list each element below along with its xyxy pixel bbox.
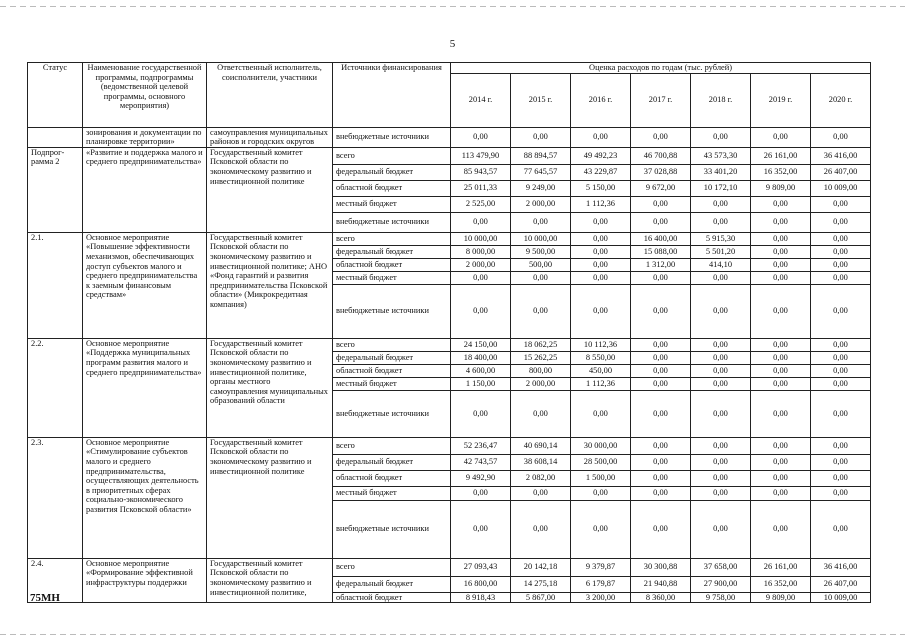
value-cell: 0,00 [631, 454, 691, 470]
value-cell: 1 112,36 [571, 377, 631, 390]
value-cell: 0,00 [571, 500, 631, 558]
name-cell: зонирования и документации по планировке территории» [83, 127, 207, 147]
value-cell: 30 300,88 [631, 558, 691, 576]
value-cell: 0,00 [811, 470, 871, 486]
value-cell: 0,00 [811, 338, 871, 351]
value-cell: 113 479,90 [451, 147, 511, 164]
value-cell: 2 000,00 [511, 196, 571, 212]
source-cell: федеральный бюджет [333, 576, 451, 592]
value-cell: 0,00 [811, 127, 871, 147]
table-header [28, 63, 871, 128]
value-cell: 40 690,14 [511, 437, 571, 454]
value-cell: 38 608,14 [511, 454, 571, 470]
value-cell: 1 312,00 [631, 258, 691, 271]
value-cell: 18 062,25 [511, 338, 571, 351]
value-cell: 0,00 [451, 500, 511, 558]
value-cell: 0,00 [631, 196, 691, 212]
value-cell: 10 000,00 [511, 232, 571, 245]
value-cell: 0,00 [691, 486, 751, 500]
value-cell: 0,00 [691, 364, 751, 377]
source-cell: внебюджетные источники [333, 127, 451, 147]
value-cell: 9 809,00 [751, 180, 811, 196]
value-cell: 0,00 [631, 127, 691, 147]
source-cell: местный бюджет [333, 486, 451, 500]
value-cell: 9 500,00 [511, 245, 571, 258]
table-row [28, 558, 871, 576]
value-cell: 0,00 [511, 284, 571, 338]
value-cell: 0,00 [571, 258, 631, 271]
value-cell: 0,00 [571, 127, 631, 147]
source-cell: внебюджетные источники [333, 212, 451, 232]
value-cell: 0,00 [511, 390, 571, 437]
header-year: 2018 г. [691, 73, 751, 127]
value-cell: 16 352,00 [751, 164, 811, 180]
value-cell: 0,00 [751, 454, 811, 470]
value-cell: 0,00 [511, 500, 571, 558]
value-cell: 0,00 [451, 486, 511, 500]
value-cell: 0,00 [751, 470, 811, 486]
header-name: Наименование государственной программы, подпрограммы (ведомственной целевой программы, основного мероприятия) [83, 63, 207, 128]
name-cell: Основное мероприятие «Стимулирование субъектов малого и среднего предпринимательства, осуществляющих деятельность в приоритетных сферах социально-экономического развития Псковской области» [83, 437, 207, 558]
value-cell: 16 400,00 [631, 232, 691, 245]
value-cell: 0,00 [631, 470, 691, 486]
status-cell: 2.3. [28, 437, 83, 558]
value-cell: 0,00 [691, 437, 751, 454]
value-cell: 0,00 [751, 437, 811, 454]
value-cell: 0,00 [631, 212, 691, 232]
value-cell: 0,00 [691, 454, 751, 470]
value-cell: 10 009,00 [811, 180, 871, 196]
value-cell: 16 800,00 [451, 576, 511, 592]
source-cell: всего [333, 232, 451, 245]
value-cell: 37 028,88 [631, 164, 691, 180]
value-cell: 15 088,00 [631, 245, 691, 258]
executor-cell: Государственный комитет Псковской области по экономическому развитию и инвестиционной политике [207, 147, 333, 232]
value-cell: 0,00 [631, 338, 691, 351]
header-year: 2015 г. [511, 73, 571, 127]
value-cell: 46 700,88 [631, 147, 691, 164]
value-cell: 0,00 [571, 486, 631, 500]
table-row [28, 147, 871, 164]
value-cell: 2 082,00 [511, 470, 571, 486]
value-cell: 10 172,10 [691, 180, 751, 196]
value-cell: 9 379,87 [571, 558, 631, 576]
value-cell: 0,00 [811, 364, 871, 377]
value-cell: 0,00 [511, 212, 571, 232]
value-cell: 43 229,87 [571, 164, 631, 180]
value-cell: 20 142,18 [511, 558, 571, 576]
value-cell: 9 672,00 [631, 180, 691, 196]
value-cell: 37 658,00 [691, 558, 751, 576]
source-cell: областной бюджет [333, 364, 451, 377]
value-cell: 0,00 [691, 390, 751, 437]
value-cell: 0,00 [631, 284, 691, 338]
value-cell: 0,00 [751, 351, 811, 364]
value-cell: 85 943,57 [451, 164, 511, 180]
value-cell: 0,00 [751, 338, 811, 351]
source-cell: всего [333, 558, 451, 576]
value-cell: 36 416,00 [811, 558, 871, 576]
name-cell: Основное мероприятие «Поддержка муниципальных программ развития малого и среднего предпринимательства» [83, 338, 207, 437]
value-cell: 2 000,00 [451, 258, 511, 271]
value-cell: 77 645,57 [511, 164, 571, 180]
value-cell: 0,00 [571, 212, 631, 232]
value-cell: 0,00 [691, 377, 751, 390]
status-cell: 2.2. [28, 338, 83, 437]
table-row [28, 127, 871, 147]
source-cell: внебюджетные источники [333, 500, 451, 558]
value-cell: 5 501,20 [691, 245, 751, 258]
source-cell: федеральный бюджет [333, 351, 451, 364]
value-cell: 1 500,00 [571, 470, 631, 486]
value-cell: 9 758,00 [691, 592, 751, 603]
value-cell: 0,00 [691, 500, 751, 558]
value-cell: 24 150,00 [451, 338, 511, 351]
header-year: 2017 г. [631, 73, 691, 127]
header-year: 2020 г. [811, 73, 871, 127]
scan-artifact-bottom [0, 634, 905, 635]
value-cell: 0,00 [751, 196, 811, 212]
source-cell: внебюджетные источники [333, 284, 451, 338]
value-cell: 0,00 [511, 486, 571, 500]
value-cell: 6 179,87 [571, 576, 631, 592]
value-cell: 28 500,00 [571, 454, 631, 470]
value-cell: 0,00 [811, 212, 871, 232]
value-cell: 0,00 [751, 390, 811, 437]
value-cell: 0,00 [511, 271, 571, 284]
value-cell: 0,00 [571, 245, 631, 258]
value-cell: 0,00 [451, 284, 511, 338]
header-estimate: Оценка расходов по годам (тыс. рублей) [451, 63, 871, 74]
value-cell: 42 743,57 [451, 454, 511, 470]
value-cell: 0,00 [811, 437, 871, 454]
value-cell: 26 161,00 [751, 558, 811, 576]
value-cell: 88 894,57 [511, 147, 571, 164]
value-cell: 0,00 [691, 338, 751, 351]
value-cell: 8 918,43 [451, 592, 511, 603]
value-cell: 0,00 [811, 500, 871, 558]
page-number: 5 [449, 38, 456, 50]
value-cell: 9 249,00 [511, 180, 571, 196]
source-cell: местный бюджет [333, 196, 451, 212]
value-cell: 10 009,00 [811, 592, 871, 603]
value-cell: 0,00 [571, 390, 631, 437]
value-cell: 0,00 [751, 377, 811, 390]
value-cell: 8 360,00 [631, 592, 691, 603]
executor-cell: самоуправления муниципальных районов и городских округов [207, 127, 333, 147]
value-cell: 0,00 [811, 258, 871, 271]
source-cell: областной бюджет [333, 258, 451, 271]
value-cell: 0,00 [691, 470, 751, 486]
value-cell: 5 915,30 [691, 232, 751, 245]
value-cell: 0,00 [751, 127, 811, 147]
header-executor: Ответственный исполнитель, соисполнители, участники [207, 63, 333, 128]
value-cell: 0,00 [751, 232, 811, 245]
header-year: 2016 г. [571, 73, 631, 127]
source-cell: областной бюджет [333, 470, 451, 486]
source-cell: всего [333, 437, 451, 454]
executor-cell: Государственный комитет Псковской области по экономическому развитию и инвестиционной политике; АНО «Фонд гарантий и развития предпринимательства Псковской области» (Микрокредитная компания) [207, 232, 333, 338]
value-cell: 18 400,00 [451, 351, 511, 364]
name-cell: «Развитие и поддержка малого и среднего предпринимательства» [83, 147, 207, 232]
value-cell: 0,00 [751, 364, 811, 377]
value-cell: 800,00 [511, 364, 571, 377]
name-cell: Основное мероприятие «Формирование эффективной инфраструктуры поддержки [83, 558, 207, 603]
status-cell: 2.4. [28, 558, 83, 603]
value-cell: 0,00 [811, 284, 871, 338]
value-cell: 4 600,00 [451, 364, 511, 377]
source-cell: федеральный бюджет [333, 164, 451, 180]
value-cell: 0,00 [811, 271, 871, 284]
value-cell: 0,00 [691, 284, 751, 338]
value-cell: 0,00 [571, 271, 631, 284]
budget-table [27, 62, 871, 603]
value-cell: 0,00 [751, 258, 811, 271]
value-cell: 0,00 [691, 127, 751, 147]
value-cell: 26 161,00 [751, 147, 811, 164]
scan-artifact-top [0, 6, 905, 7]
value-cell: 9 809,00 [751, 592, 811, 603]
value-cell: 0,00 [631, 377, 691, 390]
status-cell: Подпрог-рамма 2 [28, 147, 83, 232]
value-cell: 0,00 [631, 351, 691, 364]
value-cell: 500,00 [511, 258, 571, 271]
source-cell: федеральный бюджет [333, 245, 451, 258]
source-cell: областной бюджет [333, 592, 451, 603]
header-year: 2014 г. [451, 73, 511, 127]
value-cell: 0,00 [811, 390, 871, 437]
value-cell: 2 000,00 [511, 377, 571, 390]
value-cell: 0,00 [571, 284, 631, 338]
value-cell: 0,00 [691, 212, 751, 232]
value-cell: 0,00 [691, 196, 751, 212]
value-cell: 0,00 [691, 351, 751, 364]
value-cell: 10 000,00 [451, 232, 511, 245]
value-cell: 27 093,43 [451, 558, 511, 576]
header-sources: Источники финансирования [333, 63, 451, 128]
value-cell: 8 550,00 [571, 351, 631, 364]
value-cell: 450,00 [571, 364, 631, 377]
footer-code: 75МН [30, 592, 60, 604]
value-cell: 49 492,23 [571, 147, 631, 164]
value-cell: 0,00 [811, 377, 871, 390]
value-cell: 9 492,90 [451, 470, 511, 486]
value-cell: 10 112,36 [571, 338, 631, 351]
source-cell: местный бюджет [333, 271, 451, 284]
value-cell: 1 150,00 [451, 377, 511, 390]
value-cell: 0,00 [811, 351, 871, 364]
value-cell: 43 573,30 [691, 147, 751, 164]
value-cell: 21 940,88 [631, 576, 691, 592]
value-cell: 2 525,00 [451, 196, 511, 212]
table-row [28, 338, 871, 351]
value-cell: 0,00 [451, 127, 511, 147]
value-cell: 16 352,00 [751, 576, 811, 592]
value-cell: 0,00 [811, 196, 871, 212]
source-cell: федеральный бюджет [333, 454, 451, 470]
status-cell: 2.1. [28, 232, 83, 338]
value-cell: 0,00 [631, 437, 691, 454]
value-cell: 8 000,00 [451, 245, 511, 258]
value-cell: 0,00 [631, 500, 691, 558]
source-cell: внебюджетные источники [333, 390, 451, 437]
value-cell: 5 150,00 [571, 180, 631, 196]
value-cell: 3 200,00 [571, 592, 631, 603]
value-cell: 0,00 [631, 271, 691, 284]
source-cell: областной бюджет [333, 180, 451, 196]
source-cell: всего [333, 338, 451, 351]
value-cell: 5 867,00 [511, 592, 571, 603]
header-year: 2019 г. [751, 73, 811, 127]
value-cell: 0,00 [751, 486, 811, 500]
value-cell: 25 011,33 [451, 180, 511, 196]
source-cell: местный бюджет [333, 377, 451, 390]
value-cell: 0,00 [751, 284, 811, 338]
value-cell: 0,00 [451, 390, 511, 437]
table-row [28, 232, 871, 245]
value-cell: 52 236,47 [451, 437, 511, 454]
value-cell: 0,00 [631, 390, 691, 437]
value-cell: 0,00 [511, 127, 571, 147]
table-row [28, 437, 871, 454]
value-cell: 36 416,00 [811, 147, 871, 164]
header-status: Статус [28, 63, 83, 128]
value-cell: 0,00 [451, 212, 511, 232]
value-cell: 0,00 [811, 454, 871, 470]
value-cell: 0,00 [811, 232, 871, 245]
executor-cell: Государственный комитет Псковской области по экономическому развитию и инвестиционной политике, органы местного самоуправления муниципальных образований области [207, 338, 333, 437]
value-cell: 0,00 [811, 245, 871, 258]
name-cell: Основное мероприятие «Повышение эффективности механизмов, обеспечивающих доступ субъектов малого и среднего предпринимательства к заемным финансовым средствам» [83, 232, 207, 338]
executor-cell: Государственный комитет Псковской области по экономическому развитию и инвестиционной политике, [207, 558, 333, 603]
status-cell [28, 127, 83, 147]
value-cell: 0,00 [571, 232, 631, 245]
value-cell: 0,00 [751, 271, 811, 284]
value-cell: 27 900,00 [691, 576, 751, 592]
value-cell: 1 112,36 [571, 196, 631, 212]
value-cell: 0,00 [751, 245, 811, 258]
value-cell: 0,00 [751, 500, 811, 558]
value-cell: 0,00 [751, 212, 811, 232]
value-cell: 414,10 [691, 258, 751, 271]
value-cell: 0,00 [811, 486, 871, 500]
value-cell: 0,00 [631, 364, 691, 377]
value-cell: 33 401,20 [691, 164, 751, 180]
value-cell: 14 275,18 [511, 576, 571, 592]
value-cell: 0,00 [631, 486, 691, 500]
source-cell: всего [333, 147, 451, 164]
value-cell: 15 262,25 [511, 351, 571, 364]
executor-cell: Государственный комитет Псковской области по экономическому развитию и инвестиционной политике [207, 437, 333, 558]
value-cell: 30 000,00 [571, 437, 631, 454]
value-cell: 26 407,00 [811, 164, 871, 180]
value-cell: 0,00 [451, 271, 511, 284]
value-cell: 26 407,00 [811, 576, 871, 592]
value-cell: 0,00 [691, 271, 751, 284]
